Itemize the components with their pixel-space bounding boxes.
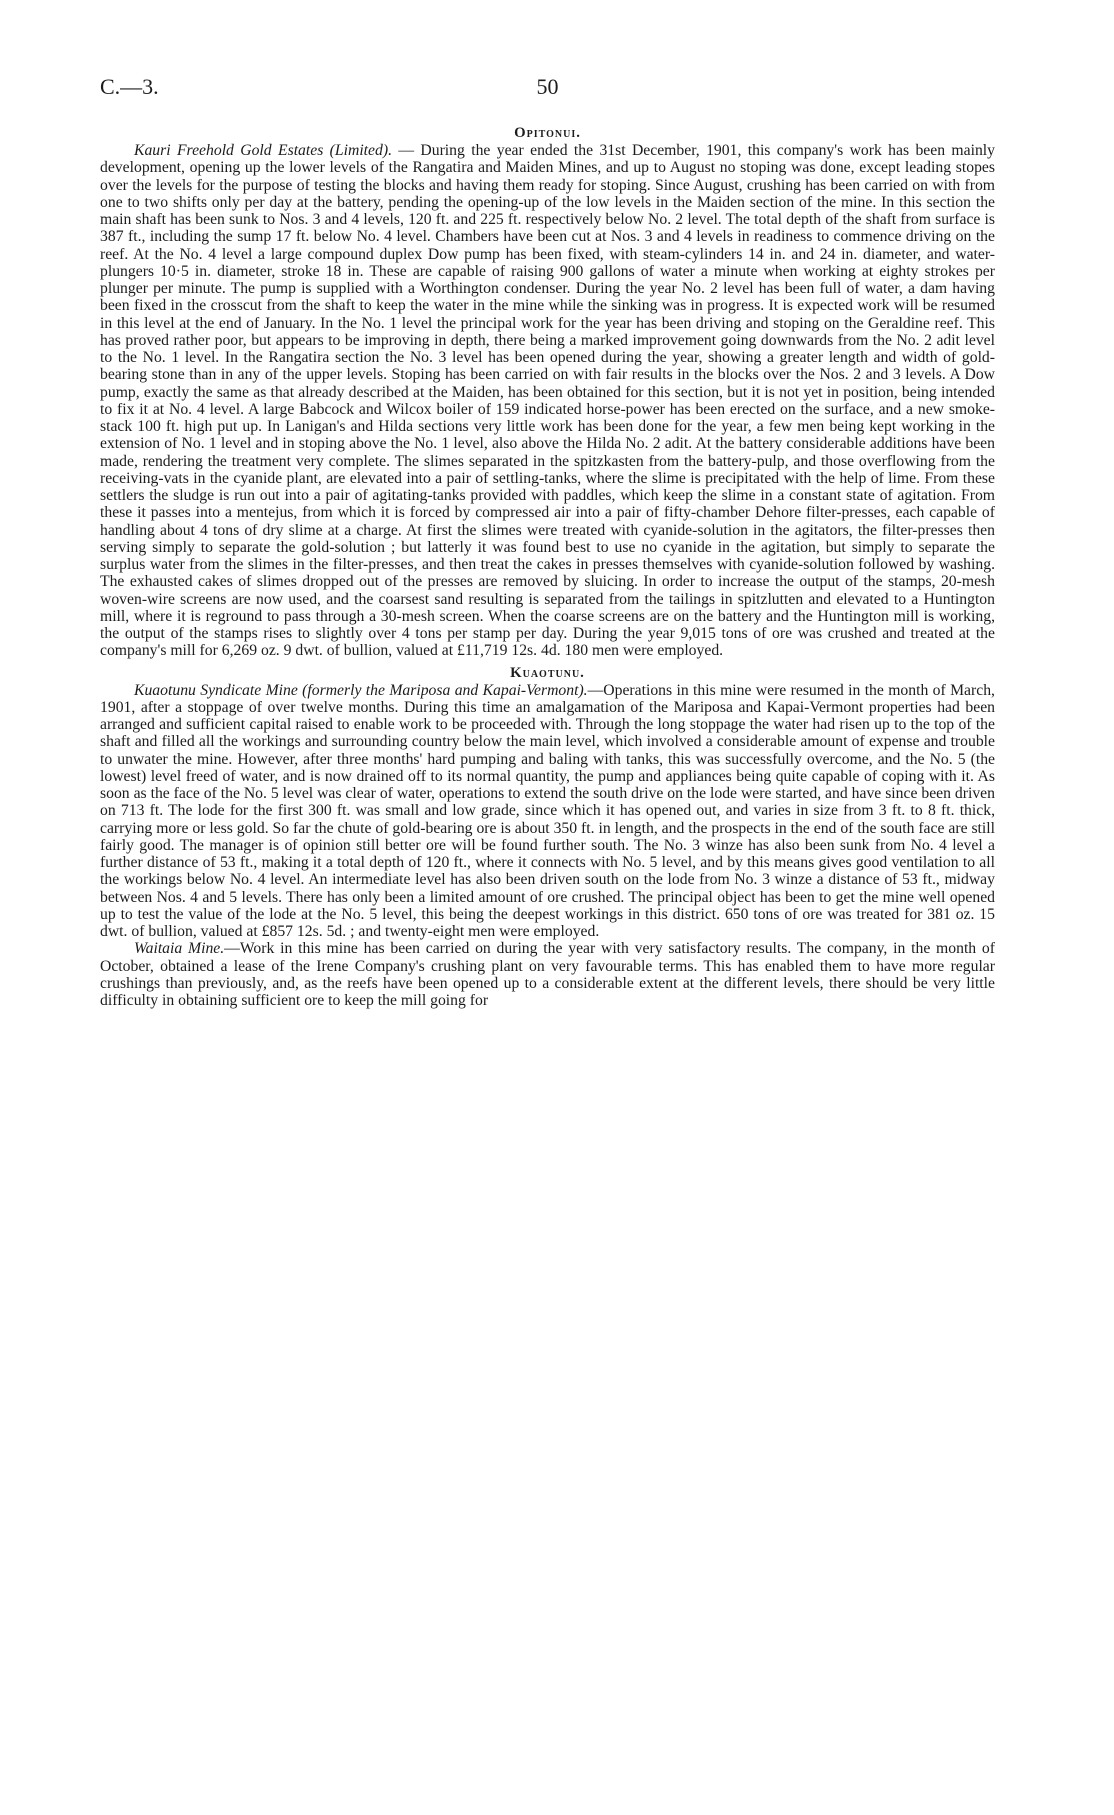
paragraph-waitaia-mine (100, 940, 995, 1009)
body-text (100, 124, 995, 1009)
section-opitonui (100, 124, 995, 660)
section-heading: Kuaotunu. (510, 664, 585, 681)
paragraph-kauri-freehold (100, 142, 995, 660)
page-header (100, 74, 995, 102)
paragraph-title: Waitaia Mine. (134, 940, 225, 958)
page-number: 50 (536, 74, 559, 99)
paragraph-text: —Work in this mine has been carried on during the year with very satisfactory results. The company, in the month of October, obtained a lease of the Irene Company's crushing plant on very favourable terms. This has enabled them to have more regular crushings than previously, and, as the reefs have been opened up to a considerable extent at the different levels, there should be very little difficulty in obtaining sufficient ore to keep the mill going for (100, 940, 995, 1009)
paragraph-kuaotunu-syndicate (100, 682, 995, 941)
parliamentary-paper-reference: C.—3. (100, 74, 159, 99)
section-heading: Opitonui. (514, 125, 581, 141)
paragraph-title: Kauri Freehold Gold Estates (Limited). (134, 142, 392, 159)
paragraph-text: —Operations in this mine were resumed in the month of March, 1901, after a stoppage of over twelve months. During this time an amalgamation of the Mariposa and Kapai-Vermont properties had been arranged and sufficient capital raised to enable work to be proceeded with. Through the long stoppage the water had risen up to the top of the shaft and filled all the workings and surrounding country below the main level, which involved a considerable amount of expense and trouble to unwater the mine. However, after three months' hard pumping and baling with tanks, this was successfully overcome, and the No. 5 (the lowest) level freed of water, and is now drained off to its normal quantity, the pump and appliances being quite capable of coping with it. As soon as the face of the No. 5 level was clear of water, operations to extend the south drive on the lode were started, and have since been driven on 713 ft. The lode for the first 300 ft. was small and low grade, since which it has opened out, and varies in size from 3 ft. to 8 ft. thick, carrying more or less gold. So far the chute of gold-bearing ore is about 350 ft. in length, and the prospects in the end of the south face are still fairly good. The manager is of opinion still better ore will be found further south. The No. 3 winze has also been sunk from No. 4 level a further distance of 53 ft., making it a total depth of 120 ft., where it connects with No. 5 level, and by this means gives good ventilation to all the workings below No. 4 level. An intermediate level has also been driven south on the lode from No. 3 winze a distance of 53 ft., midway between Nos. 4 and 5 levels. There has only been a limited amount of ore crushed. The principal object has been to get the mine well opened up to test the value of the lode at the No. 5 level, this being the deepest workings in this district. 650 tons of ore was treated for 381 oz. 15 dwt. of bullion, valued at £857 12s. 5d. ; and twenty-eight men were employed. (100, 681, 995, 940)
paragraph-title: Kuaotunu Syndicate Mine (formerly the Mariposa and Kapai-Vermont). (134, 681, 588, 699)
paragraph-text: — During the year ended the 31st December, 1901, this company's work has been mainly development, opening up the lower levels of the Rangatira and Maiden Mines, and up to August no stoping was done, except leading stopes over the levels for the purpose of testing the blocks and having them ready for stoping. Since August, crushing has been carried on with from one to two shifts only per day at the battery, pending the opening-up of the low levels in the Maiden section of the mine. In this section the main shaft has been sunk to Nos. 3 and 4 levels, 120 ft. and 225 ft. respectively below No. 2 level. The total depth of the shaft from surface is 387 ft., including the sump 17 ft. below No. 4 level. Chambers have been cut at Nos. 3 and 4 levels in readiness to commence driving on the reef. At the No. 4 level a large compound duplex Dow pump has been fixed, with steam-cylinders 14 in. and 24 in. diameter, and water-plungers 10·5 in. diameter, stroke 18 in. These are capable of raising 900 gallons of water a minute when working at eighty strokes per plunger per minute. The pump is supplied with a Worthington condenser. During the year No. 2 level has been full of water, a dam having been fixed in the crosscut from the shaft to keep the water in the mine while the sinking was in progress. It is expected work will be resumed in this level at the end of January. In the No. 1 level the principal work for the year has been driving and stoping on the Geraldine reef. This has proved rather poor, but appears to be improving in depth, there being a marked improvement going downwards from the No. 2 adit level to the No. 1 level. In the Rangatira section the No. 3 level has been opened during the year, showing a greater length and width of gold-bearing stone than in any of the upper levels. Stoping has been carried on with fair results in the blocks over the Nos. 2 and 3 levels. A Dow pump, exactly the same as that already described at the Maiden, has been obtained for this section, but it is not yet in position, being intended to fix it at No. 4 level. A large Babcock and Wilcox boiler of 159 indicated horse-power has been erected on the surface, and a new smoke-stack 100 ft. high put up. In Lanigan's and Hilda sections very little work has been done for the year, a few men being kept working in the extension of No. 1 level and in stoping above the No. 1 level, also above the Hilda No. 2 adit. At the battery considerable additions have been made, rendering the treatment very complete. The slimes separated in the spitzkasten from the battery-pulp, and those overflowing from the receiving-vats in the cyanide plant, are elevated into a pair of settling-tanks, where the slime is precipitated with the help of lime. From these settlers the sludge is run out into a pair of agitating-tanks provided with paddles, which keep the slime in a constant state of agitation. From these it passes into a mentejus, from which it is forced by compressed air into a pair of fifty-chamber Dehore filter-presses, each capable of handling about 4 tons of dry slime at a charge. At first the slimes were treated with cyanide-solution in the agitators, the filter-presses then serving simply to separate the gold-solution ; but latterly it was found best to use no cyanide in the agitation, but simply to separate the surplus water from the slimes in the filter-presses, and then treat the cakes in presses themselves with cyanide-solution followed by washing. The exhausted cakes of slimes dropped out of the presses are removed by sluicing. In order to increase the output of the stamps, 20-mesh woven-wire screens are now used, and the coarsest sand resulting is separated from the tailings in spitzlutten and elevated to a Huntington mill, where it is reground to pass through a 30-mesh screen. When the coarse screens are on the battery and the Huntington mill is working, the output of the stamps rises to slightly over 4 tons per stamp per day. During the year 9,015 tons of ore was crushed and treated at the company's mill for 6,269 oz. 9 dwt. of bullion, valued at £11,719 12s. 4d. 180 men were employed. (100, 142, 995, 660)
section-kuaotunu (100, 664, 995, 1010)
